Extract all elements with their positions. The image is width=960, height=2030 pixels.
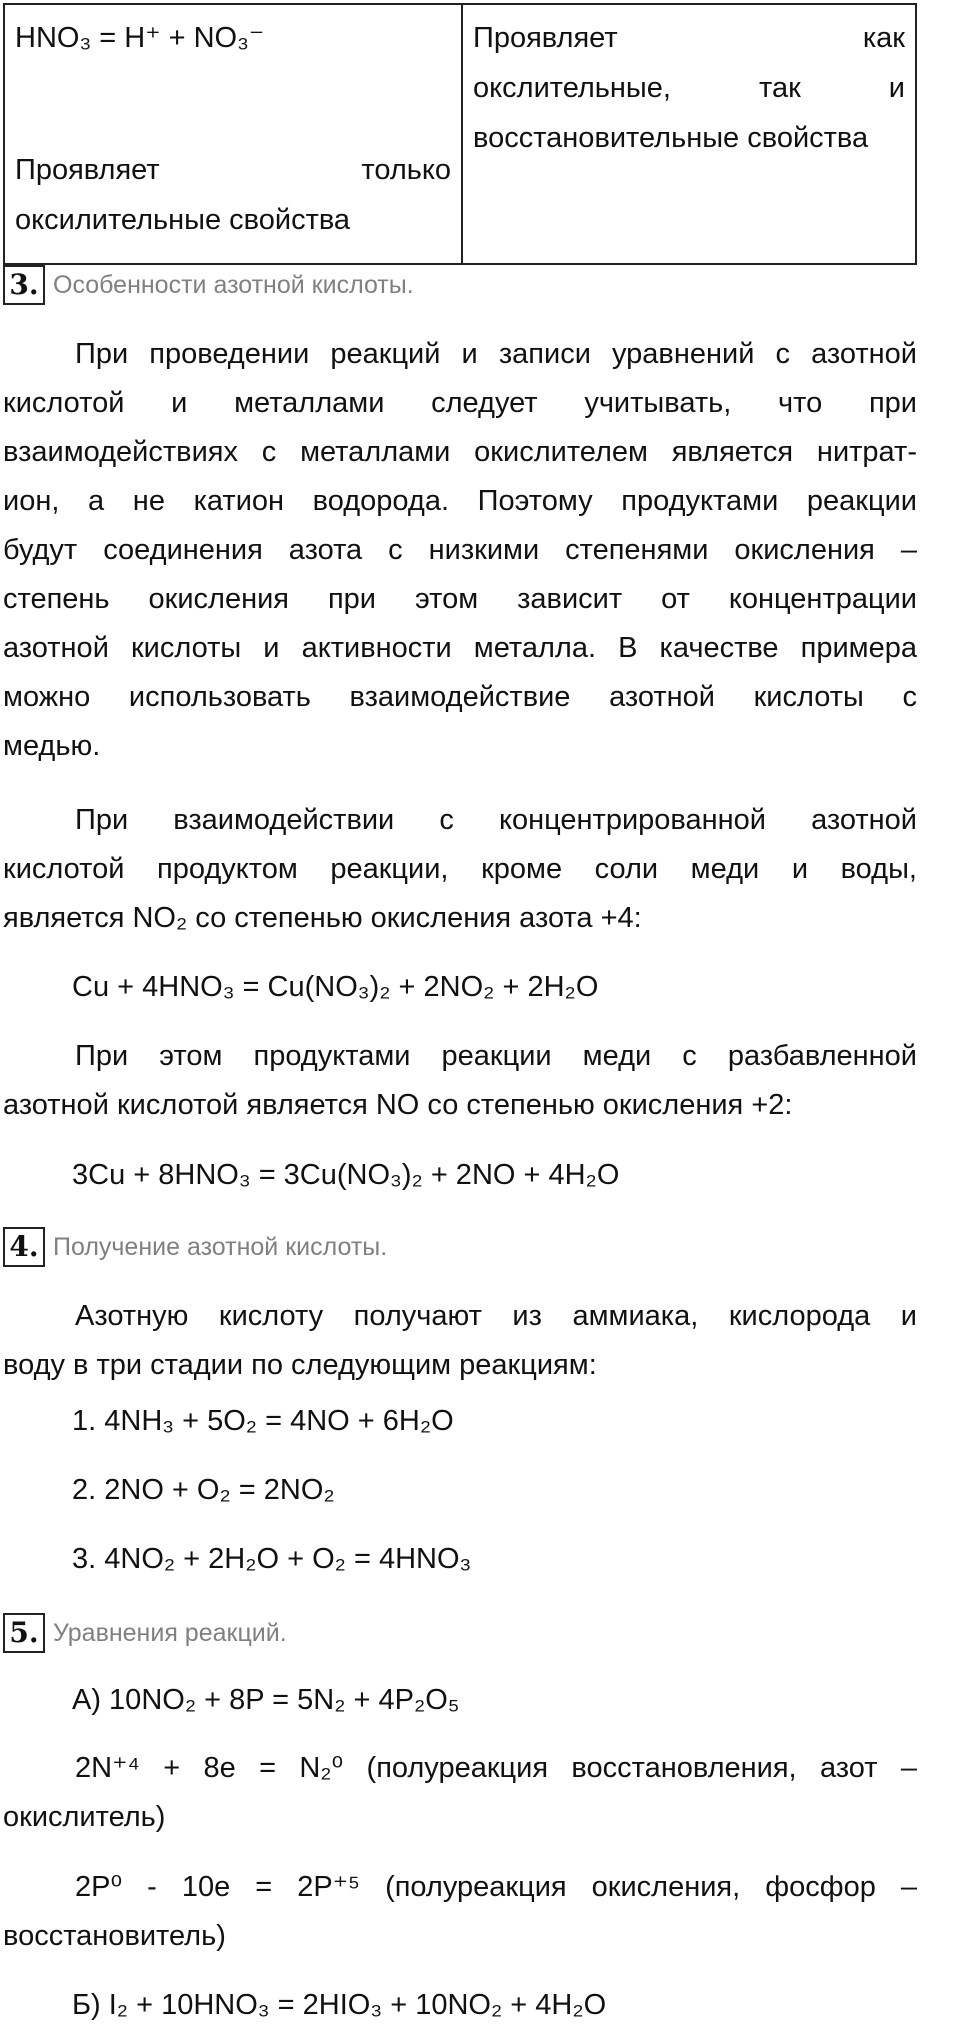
section-number: 4.	[3, 1227, 45, 1267]
right-cell-line-3: восстановительные свойства	[473, 122, 869, 154]
equation-dilute: 3Cu + 8HNO₃ = 3Cu(NO₃)₂ + 2NO + 4H₂O	[72, 1159, 620, 1191]
left-cell-text	[15, 145, 451, 245]
section-3-paragraph-3	[3, 1032, 917, 1130]
half-reaction-oxidation	[3, 1863, 917, 1961]
section-3-paragraph-2	[3, 796, 917, 943]
right-cell-line-2: окслительные, так и	[473, 72, 905, 104]
paragraph-line: кислотой продуктом реакции, кроме соли меди и воды,	[3, 853, 917, 885]
paragraph-line: медью.	[3, 730, 101, 762]
paragraph-line: При взаимодействии с концентрированной азотной	[75, 804, 917, 836]
paragraph-line: азотной кислоты и активности металла. В качестве примера	[3, 632, 917, 664]
paragraph-line: Азотную кислоту получают из аммиака, кислорода и	[75, 1300, 917, 1332]
dissociation-formula: HNO₃ = H⁺ + NO₃⁻	[15, 22, 265, 54]
paragraph-line: взаимодействиях с металлами окислителем является нитрат-	[3, 436, 917, 468]
table-cell-left	[4, 4, 462, 264]
paragraph-line: окислитель)	[3, 1801, 166, 1833]
paragraph-line: 2P⁰ - 10e = 2P⁺⁵ (полуреакция окисления, фосфор –	[75, 1871, 917, 1903]
paragraph-line: можно использовать взаимодействие азотной кислоты с	[3, 681, 917, 713]
section-title: Получение азотной кислоты.	[53, 1232, 388, 1261]
half-reaction-reduction	[3, 1744, 917, 1842]
synthesis-step-3: 3. 4NO₂ + 2H₂O + O₂ = 4HNO₃	[72, 1543, 472, 1575]
paragraph-line: восстановитель)	[3, 1920, 226, 1952]
paragraph-line: 2N⁺⁴ + 8e = N₂⁰ (полуреакция восстановления, азот –	[75, 1752, 917, 1784]
equation-a: А) 10NO₂ + 8P = 5N₂ + 4P₂O₅	[72, 1684, 460, 1716]
section-4-heading	[3, 1226, 387, 1268]
synthesis-step-2: 2. 2NO + O₂ = 2NO₂	[72, 1474, 335, 1506]
paragraph-line: При проведении реакций и записи уравнений с азотной	[75, 338, 917, 370]
section-3-heading	[3, 264, 414, 306]
acid-properties-table	[3, 3, 917, 265]
table-row	[4, 4, 916, 264]
paragraph-line: При этом продуктами реакции меди с разбавленной	[75, 1040, 917, 1072]
section-number: 5.	[3, 1613, 45, 1653]
paragraph-line: кислотой и металлами следует учитывать, что при	[3, 387, 917, 419]
equation-concentrated: Cu + 4HNO₃ = Cu(NO₃)₂ + 2NO₂ + 2H₂O	[72, 971, 599, 1003]
paragraph-line: ион, а не катион водорода. Поэтому продуктами реакции	[3, 485, 917, 517]
paragraph-line: будут соединения азота с низкими степенями окисления –	[3, 534, 917, 566]
section-5-heading	[3, 1612, 287, 1654]
equation-b: Б) I₂ + 10HNO₃ = 2HIO₃ + 10NO₂ + 4H₂O	[72, 1989, 607, 2021]
section-3-paragraph-1	[3, 330, 917, 771]
section-4-paragraph	[3, 1292, 917, 1390]
paragraph-line: азотной кислотой является NO со степенью окисления +2:	[3, 1089, 793, 1121]
left-cell-line-2: оксилительные свойства	[15, 204, 351, 236]
left-cell-line-1: Проявляет только	[15, 154, 451, 186]
right-cell-line-1: Проявляет как	[473, 22, 905, 54]
section-title: Особенности азотной кислоты.	[53, 270, 414, 299]
section-title: Уравнения реакций.	[53, 1618, 287, 1647]
paragraph-line: воду в три стадии по следующим реакциям:	[3, 1349, 597, 1381]
section-number: 3.	[3, 265, 45, 305]
paragraph-line: является NO₂ со степенью окисления азота +4:	[3, 902, 642, 934]
paragraph-line: степень окисления при этом зависит от концентрации	[3, 583, 917, 615]
table-cell-right	[462, 4, 916, 264]
synthesis-step-1: 1. 4NH₃ + 5O₂ = 4NO + 6H₂O	[72, 1405, 454, 1437]
